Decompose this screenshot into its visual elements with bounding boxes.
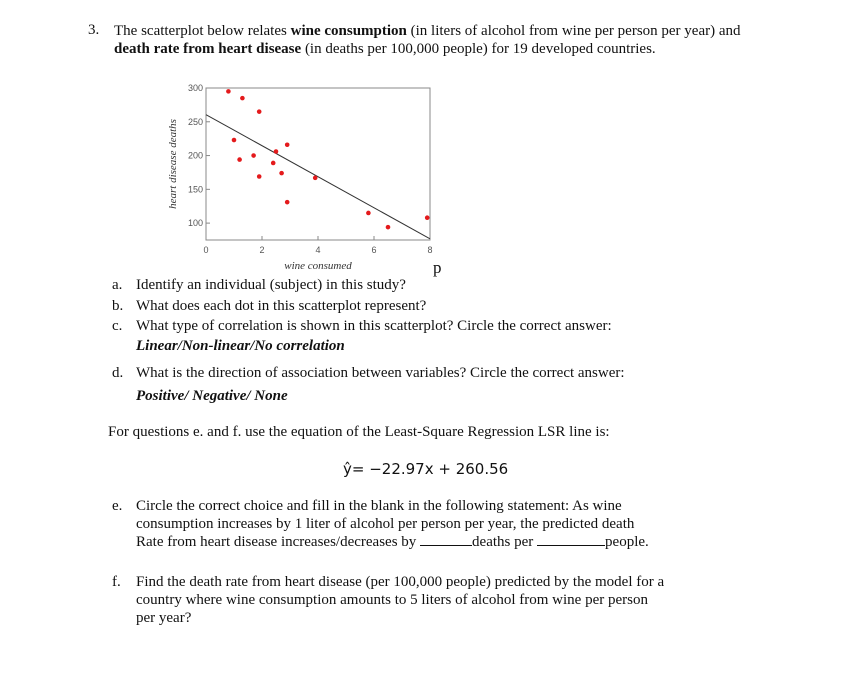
y-tick-label: 250 xyxy=(187,116,203,127)
y-axis-label: heart disease deaths xyxy=(167,119,179,209)
data-point-6 xyxy=(251,153,256,158)
item-c-text: What type of correlation is shown in this scatterplot? Circle the correct answer: xyxy=(136,318,612,334)
data-point-10 xyxy=(279,171,284,176)
item-d-text: What is the direction of association between variables? Circle the correct answer: xyxy=(136,365,625,381)
item-a xyxy=(112,276,812,294)
data-point-13 xyxy=(313,176,318,181)
x-tick-label: 8 xyxy=(427,245,433,255)
intro-text-1: The scatterplot below relates xyxy=(114,23,291,39)
x-tick-label: 0 xyxy=(203,245,209,255)
data-point-7 xyxy=(257,174,262,179)
y-tick-label: 300 xyxy=(187,83,203,93)
item-e-letter: e. xyxy=(112,498,123,514)
item-d-answer-choices[interactable]: Positive/ Negative/ None xyxy=(136,388,288,404)
data-point-14 xyxy=(366,211,371,216)
ef-lead-text: For questions e. and f. use the equation of the Least-Square Regression LSR line is: xyxy=(108,424,610,440)
data-point-11 xyxy=(285,142,290,147)
data-point-3 xyxy=(257,109,262,114)
item-f xyxy=(112,573,812,631)
data-point-12 xyxy=(285,200,290,205)
item-e-line1: Circle the correct choice and fill in the blank in the following statement: As wine xyxy=(136,498,622,514)
item-a-text: Identify an individual (subject) in this study? xyxy=(136,277,406,293)
data-point-8 xyxy=(274,149,279,154)
blank-deaths[interactable] xyxy=(420,533,472,546)
data-point-9 xyxy=(271,161,276,166)
item-c-answer-choices[interactable]: Linear/Non-linear/No correlation xyxy=(136,338,345,354)
item-f-line3: per year? xyxy=(136,610,192,626)
intro-text-2: (in liters of alcohol from wine per person per year) and xyxy=(406,23,741,39)
x-tick-label: 4 xyxy=(315,245,321,255)
item-f-line1: Find the death rate from heart disease (per 100,000 people) predicted by the model for a xyxy=(136,574,665,590)
item-e-line2: consumption increases by 1 liter of alcohol per person per year, the predicted death xyxy=(136,516,635,532)
data-point-15 xyxy=(386,225,391,230)
item-c xyxy=(112,317,812,357)
y-tick-label: 200 xyxy=(187,150,203,161)
y-tick-label: 100 xyxy=(187,218,203,229)
x-tick-label: 6 xyxy=(371,245,377,255)
intro-bold-heart: death rate from heart disease xyxy=(114,41,302,57)
item-b xyxy=(112,297,812,315)
data-point-5 xyxy=(237,157,242,162)
item-e-line3-mid: deaths per xyxy=(472,534,538,550)
item-d-letter: d. xyxy=(112,365,124,381)
question-intro xyxy=(114,22,754,58)
item-e-line3 xyxy=(136,533,649,551)
item-e-line3-end: people. xyxy=(605,534,649,550)
item-d xyxy=(112,364,812,404)
x-axis-label: wine consumed xyxy=(284,260,352,272)
item-f-letter: f. xyxy=(112,574,121,590)
scatterplot-svg xyxy=(160,80,450,280)
item-e-line3-start: Rate from heart disease increases/decreases by xyxy=(136,534,421,550)
stray-label: p xyxy=(433,258,442,277)
item-f-line2: country where wine consumption amounts to 5 liters of alcohol from wine per person xyxy=(136,592,648,608)
regression-line xyxy=(206,115,430,239)
data-point-4 xyxy=(232,138,237,143)
scatterplot xyxy=(160,80,450,280)
item-b-text: What does each dot in this scatterplot represent? xyxy=(136,298,427,314)
item-b-letter: b. xyxy=(112,298,124,314)
regression-equation: ŷ= −22.97x + 260.56 xyxy=(343,460,509,478)
y-tick-label: 150 xyxy=(187,184,203,195)
intro-text-3: (in deaths per 100,000 people) for 19 developed countries. xyxy=(301,41,656,57)
data-point-16 xyxy=(425,215,430,220)
item-a-letter: a. xyxy=(112,277,123,293)
item-e xyxy=(112,497,812,555)
blank-people[interactable] xyxy=(537,533,605,546)
plot-frame xyxy=(206,88,430,240)
question-number: 3. xyxy=(88,22,100,38)
intro-bold-wine: wine consumption xyxy=(290,23,407,39)
x-tick-label: 2 xyxy=(259,245,265,255)
item-c-letter: c. xyxy=(112,318,123,334)
data-point-1 xyxy=(226,89,231,94)
data-point-2 xyxy=(240,96,245,101)
